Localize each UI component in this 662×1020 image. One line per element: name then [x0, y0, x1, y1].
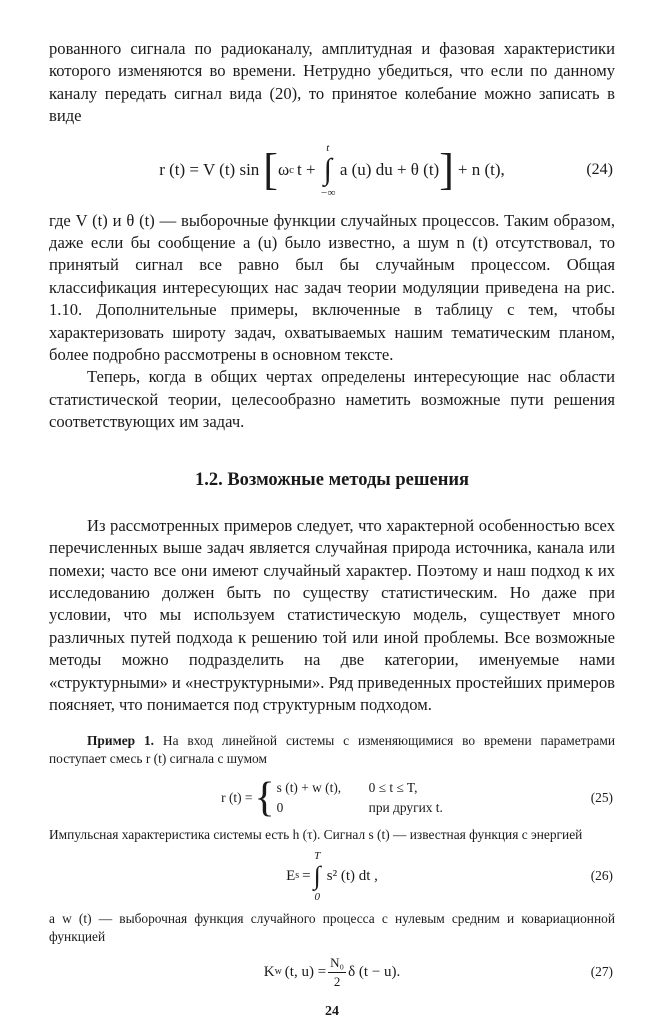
- eq25-cond1: 0 ≤ t ≤ T,: [368, 780, 418, 796]
- paragraph-sample-function: а w (t) — выборочная функция случайного процесса с нулевым средним и ковариационной функцией: [49, 911, 615, 945]
- eq25-cases: [277, 779, 443, 817]
- equation-24: [49, 132, 615, 208]
- eq26-lhs-sub: s: [295, 870, 300, 882]
- eq26-eq: =: [302, 868, 311, 885]
- eq24-tail: + n (t),: [457, 159, 505, 179]
- eq27-frac-num: N₀: [328, 954, 346, 973]
- page-number: 24: [325, 1004, 339, 1020]
- paragraph-random-functions: где V (t) и θ (t) — выборочные функции случайных процессов. Таким образом, даже если бы сообщение a (u) было известно, а шум n (t) отсутствовал, то принятый сигнал все равно был бы случайным процессом. Общая классификация интересующих нас задач теории модуляции приведена на рис. 1.10. Дополнительные примеры, включенные в таблицу с тем, чтобы характеризовать широту задач, охватываемых нашим тематическим планом, более подробно рассмотрены в основном тексте.: [49, 210, 615, 365]
- eq27-rhs: δ (t − u).: [348, 964, 401, 981]
- example-text: На вход линейной системы с изменяющимися во времени параметрами поступает смесь r (t) сигнала с шумом: [49, 733, 615, 767]
- eq24-lhs: r (t) = V (t) sin: [159, 159, 260, 179]
- eq25-lhs: r (t) =: [221, 790, 253, 806]
- eq26-number: (26): [590, 868, 613, 884]
- eq25-brace: {: [254, 775, 275, 822]
- example-label: Пример 1.: [87, 733, 155, 749]
- eq27-lhs-sub: w: [274, 966, 282, 978]
- eq27-fraction: [328, 954, 346, 991]
- equation-27: [49, 948, 615, 996]
- paragraph-impulse-response: Импульсная характеристика системы есть h (τ). Сигнал s (t) — известная функция с энергией: [49, 827, 583, 843]
- eq24-left-bracket: [: [263, 144, 278, 194]
- eq27-frac-den: 2: [333, 973, 341, 989]
- eq25-cond2: при других t.: [368, 800, 443, 816]
- eq24-int-upper: t: [326, 141, 330, 154]
- equation-25: [49, 772, 615, 824]
- eq27-args: (t, u) =: [284, 964, 327, 981]
- eq25-case1: s (t) + w (t),: [276, 780, 342, 796]
- eq26-int-lower: 0: [314, 891, 320, 904]
- eq26-integrand: s² (t) dt ,: [326, 868, 378, 885]
- section-heading: 1.2. Возможные методы решения: [194, 469, 470, 490]
- page: [49, 38, 615, 1020]
- paragraph-intro: рованного сигнала по радиоканалу, амплитудная и фазовая характеристики которого изменяются во времени. Нетрудно убедиться, что если по данному каналу передать сигнал вида (20), то принятое колебание можно записать в виде: [49, 39, 615, 126]
- paragraph-methods: Из рассмотренных примеров следует, что характерной особенностью всех перечисленных выше задач является случайная природа источника, канала или помехи; часто все они имеют случайный характер. Поэтому и наш подход к их исследованию должен быть по существу статистическим. Но даже при условии, что мы используем статистическую модель, существует много различных путей подхода к решению той или иной проблемы. Все возможные методы можно подразделить на две категории, именуемые нами «структурными» и «неструктурными». Ряд приведенных простейших примеров поясняет, что понимается под структурным подходом.: [49, 515, 615, 714]
- eq24-omega: ω: [277, 159, 290, 179]
- eq25-case2: 0: [276, 800, 284, 816]
- eq27-number: (27): [590, 964, 613, 980]
- eq24-right-bracket: ]: [439, 144, 454, 194]
- eq24-t: t +: [297, 159, 316, 179]
- paragraph-statistical-theory: Теперь, когда в общих чертах определены интересующие нас области статистической теории, целесообразно наметить возможные пути решения соответствующих им задач.: [49, 367, 615, 432]
- eq26-lhs: E: [286, 868, 296, 885]
- eq25-number: (25): [590, 790, 613, 806]
- equation-26: [49, 846, 615, 906]
- eq26-int-upper: T: [314, 850, 321, 863]
- eq24-omega-sub: c: [289, 163, 295, 176]
- eq24-integrand: a (u) du + θ (t): [339, 159, 440, 179]
- eq24-int-lower: −∞: [320, 186, 336, 199]
- eq24-integral: ∫ t −∞: [320, 141, 336, 199]
- eq27-lhs: K: [263, 964, 275, 981]
- eq24-number: (24): [586, 160, 613, 178]
- example-1: [49, 732, 615, 768]
- eq26-integral: ∫ T 0: [313, 850, 321, 904]
